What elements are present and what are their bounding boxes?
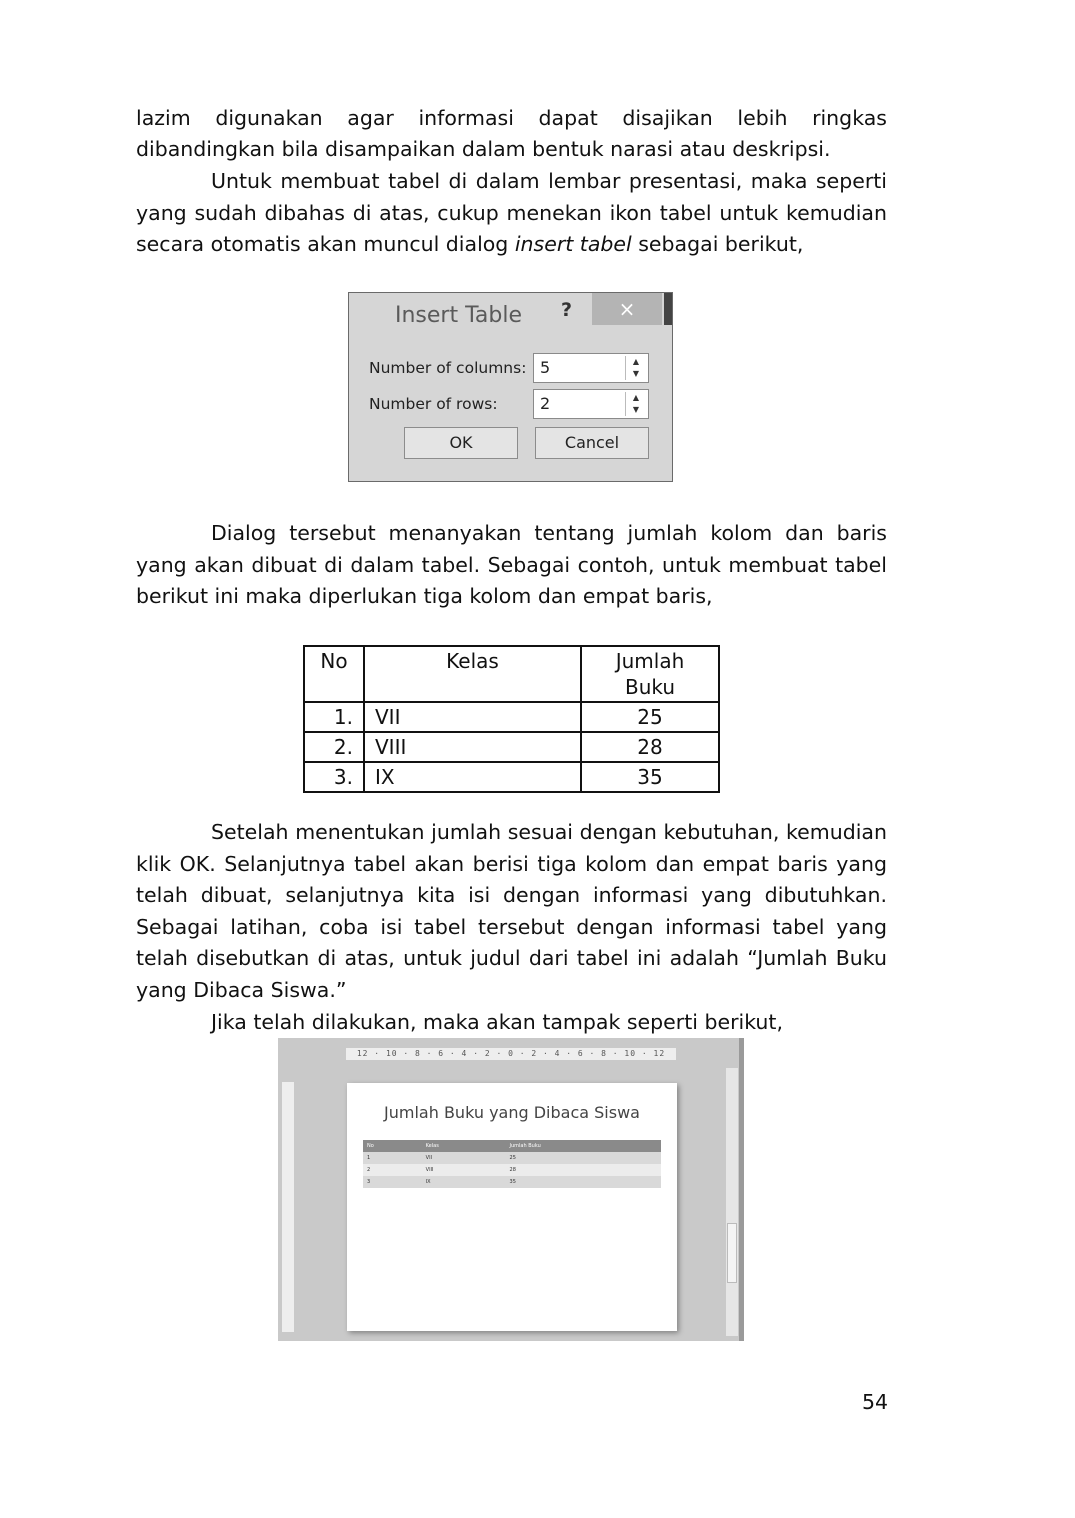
slide-cell: 28: [506, 1164, 661, 1176]
rows-value[interactable]: 2: [540, 394, 551, 413]
presentation-screenshot: [278, 1038, 744, 1341]
spin-down-icon[interactable]: ▼: [632, 369, 640, 378]
rows-spin-arrows[interactable]: [625, 392, 646, 416]
header-no: No: [304, 646, 364, 702]
table-row: [304, 762, 719, 792]
columns-stepper[interactable]: [533, 353, 649, 383]
cell-no: 2.: [304, 732, 364, 762]
table-row: [304, 702, 719, 732]
header-jumlah: [581, 646, 719, 702]
horizontal-ruler: 12 · 10 · 8 · 6 · 4 · 2 · 0 · 2 · 4 · 6 · 8 · 10 · 12: [346, 1048, 676, 1060]
ok-button[interactable]: OK: [404, 427, 518, 459]
slide-header-no: No: [363, 1140, 422, 1152]
slide-header-kelas: Kelas: [422, 1140, 506, 1152]
cancel-button[interactable]: Cancel: [535, 427, 649, 459]
cell-jumlah: 25: [581, 702, 719, 732]
vertical-scrollbar[interactable]: [726, 1068, 738, 1336]
paragraph-2-tail: sebagai berikut,: [631, 232, 804, 256]
slide-cell: IX: [422, 1176, 506, 1188]
cell-jumlah: 28: [581, 732, 719, 762]
book-count-table: [303, 645, 720, 793]
slide-cell: 1: [363, 1152, 422, 1164]
help-button[interactable]: ?: [561, 299, 573, 321]
rows-stepper[interactable]: [533, 389, 649, 419]
cell-kelas: VIII: [364, 732, 581, 762]
rows-label: Number of rows:: [369, 395, 498, 413]
paragraph-1-line-1: [136, 103, 887, 135]
insert-table-dialog: [348, 292, 673, 482]
slide-header-jumlah: Jumlah Buku: [506, 1140, 661, 1152]
word: dapat: [538, 106, 598, 130]
cell-no: 1.: [304, 702, 364, 732]
slide-cell: VIII: [422, 1164, 506, 1176]
word: agar: [347, 106, 394, 130]
spin-up-icon[interactable]: ▲: [632, 357, 640, 366]
word: lazim: [136, 106, 191, 130]
columns-label: Number of columns:: [369, 359, 527, 377]
close-button[interactable]: ×: [592, 293, 662, 325]
slide-cell: 35: [506, 1176, 661, 1188]
slide-table[interactable]: [363, 1140, 661, 1188]
slide-table-header: [363, 1140, 661, 1152]
spin-up-icon[interactable]: ▲: [632, 393, 640, 402]
cell-no: 3.: [304, 762, 364, 792]
paragraph-2-italic: insert tabel: [514, 232, 632, 256]
scroll-thumb[interactable]: [727, 1223, 737, 1283]
paragraph-2-text: Untuk membuat tabel di dalam lembar presentasi, maka seperti yang sudah dibahas di atas, cukup menekan ikon tabel untuk kemudian secara otomatis akan muncul dialog: [136, 169, 887, 256]
cell-kelas: IX: [364, 762, 581, 792]
paragraph-2: [136, 166, 887, 261]
paragraph-3: Dialog tersebut menanyakan tentang jumlah kolom dan baris yang akan dibuat di dalam tabel. Sebagai contoh, untuk membuat tabel berikut ini maka diperlukan tiga kolom dan empat baris,: [136, 521, 887, 608]
word: disajikan: [622, 106, 713, 130]
dialog-title: Insert Table: [395, 303, 522, 328]
word: lebih: [737, 106, 788, 130]
slide-cell: VII: [422, 1152, 506, 1164]
cell-jumlah: 35: [581, 762, 719, 792]
paragraph-4: Setelah menentukan jumlah sesuai dengan kebutuhan, kemudian klik OK. Selanjutnya tabel akan berisi tiga kolom dan empat baris yang telah dibuat, selanjutnya kita isi dengan informasi yang dibutuhkan. Sebagai latihan, coba isi tabel tersebut dengan informasi tabel yang telah disebutkan di atas, untuk judul dari tabel ini adalah “Jumlah Buku yang Dibaca Siswa.”: [136, 820, 887, 1002]
slide[interactable]: [347, 1083, 677, 1331]
page-number: 54: [862, 1390, 889, 1414]
table-row: [363, 1176, 661, 1188]
paragraph-5: Jika telah dilakukan, maka akan tampak seperti berikut,: [211, 1010, 783, 1034]
table-header-row: [304, 646, 719, 702]
columns-spin-arrows[interactable]: [625, 356, 646, 380]
word: ringkas: [812, 106, 887, 130]
table-row: [363, 1152, 661, 1164]
word: informasi: [418, 106, 514, 130]
spin-down-icon[interactable]: ▼: [632, 405, 640, 414]
slide-cell: 3: [363, 1176, 422, 1188]
columns-value[interactable]: 5: [540, 358, 551, 377]
word: digunakan: [215, 106, 323, 130]
header-kelas: Kelas: [364, 646, 581, 702]
screenshot-edge: [739, 1038, 744, 1341]
table-row: [363, 1164, 661, 1176]
paragraph-1-line-2: dibandingkan bila disampaikan dalam bentuk narasi atau deskripsi.: [136, 137, 831, 161]
slide-title[interactable]: Jumlah Buku yang Dibaca Siswa: [384, 1103, 640, 1122]
slide-cell: 2: [363, 1164, 422, 1176]
header-jumlah-text: Jumlah Buku: [615, 649, 685, 699]
slide-cell: 25: [506, 1152, 661, 1164]
cell-kelas: VII: [364, 702, 581, 732]
vertical-ruler: [282, 1082, 294, 1332]
dialog-edge: [664, 293, 672, 325]
table-row: [304, 732, 719, 762]
